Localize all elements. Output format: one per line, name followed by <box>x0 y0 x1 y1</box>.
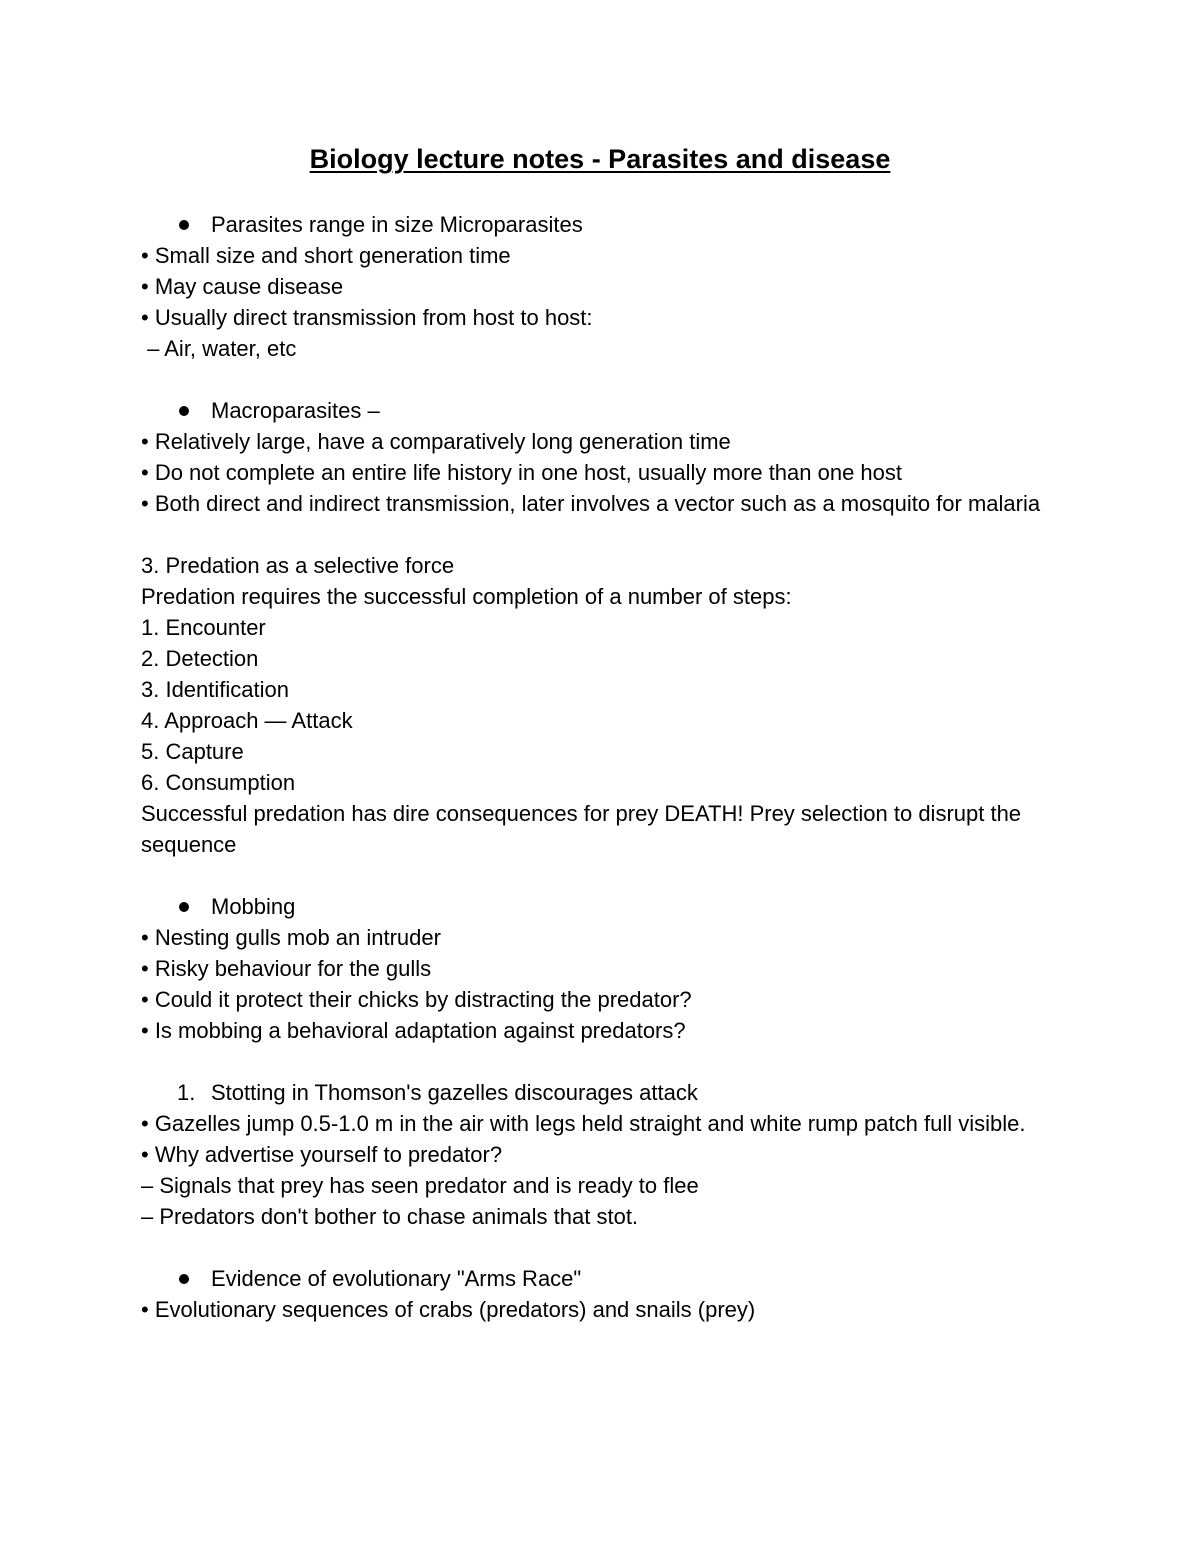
bullet-heading-arms-race <box>141 1263 1061 1294</box>
text-line: 3. Predation as a selective force <box>141 553 455 578</box>
bullet-dot-icon <box>179 220 189 230</box>
blank-line <box>141 364 1061 395</box>
text-line: • Nesting gulls mob an intruder <box>141 925 441 950</box>
heading-text: Evidence of evolutionary "Arms Race" <box>211 1266 582 1291</box>
text-line: • Small size and short generation time <box>141 243 511 268</box>
list-number: 1. <box>177 1080 196 1105</box>
text-line: • Why advertise yourself to predator? <box>141 1142 503 1167</box>
text-line: • Gazelles jump 0.5-1.0 m in the air with legs held straight and white rump patch full visible. <box>141 1111 1026 1136</box>
heading-text: Stotting in Thomson's gazelles discourages attack <box>211 1080 698 1105</box>
text-line: • Both direct and indirect transmission, later involves a vector such as a mosquito for malaria <box>141 491 1041 516</box>
text-line: • May cause disease <box>141 274 344 299</box>
text-line: 4. Approach — Attack <box>141 708 353 733</box>
blank-line <box>141 1232 1061 1263</box>
text-line: – Predators don't bother to chase animals that stot. <box>141 1204 639 1229</box>
bullet-dot-icon <box>179 1274 189 1284</box>
document-body <box>141 209 1061 1325</box>
text-line: • Could it protect their chicks by distracting the predator? <box>141 987 692 1012</box>
bullet-heading-mobbing <box>141 891 1061 922</box>
text-line: • Usually direct transmission from host to host: <box>141 305 593 330</box>
text-line: 3. Identification <box>141 677 289 702</box>
text-line: – Signals that prey has seen predator and is ready to flee <box>141 1173 699 1198</box>
text-line: • Relatively large, have a comparatively long generation time <box>141 429 731 454</box>
bullet-dot-icon <box>179 902 189 912</box>
text-line: Successful predation has dire consequences for prey DEATH! Prey selection to disrupt the sequence <box>141 801 1028 857</box>
heading-text: Mobbing <box>211 894 296 919</box>
text-line: • Risky behaviour for the gulls <box>141 956 432 981</box>
text-line: – Air, water, etc <box>141 336 297 361</box>
text-line: 1. Encounter <box>141 615 266 640</box>
text-line: 2. Detection <box>141 646 259 671</box>
text-line: 6. Consumption <box>141 770 296 795</box>
bullet-dot-icon <box>179 406 189 416</box>
text-line: • Is mobbing a behavioral adaptation against predators? <box>141 1018 686 1043</box>
blank-line <box>141 860 1061 891</box>
text-line: • Evolutionary sequences of crabs (predators) and snails (prey) <box>141 1297 756 1322</box>
text-line: • Do not complete an entire life history in one host, usually more than one host <box>141 460 903 485</box>
heading-text: Parasites range in size Microparasites <box>211 212 583 237</box>
bullet-heading-microparasites <box>141 209 1061 240</box>
blank-line <box>141 1046 1061 1077</box>
bullet-heading-macroparasites <box>141 395 1061 426</box>
text-line: 5. Capture <box>141 739 244 764</box>
document-title: Biology lecture notes - Parasites and disease <box>309 144 891 174</box>
heading-text: Macroparasites – <box>211 398 380 423</box>
text-line: Predation requires the successful completion of a number of steps: <box>141 584 792 609</box>
blank-line <box>141 519 1061 550</box>
numbered-heading-stotting <box>141 1077 1061 1108</box>
